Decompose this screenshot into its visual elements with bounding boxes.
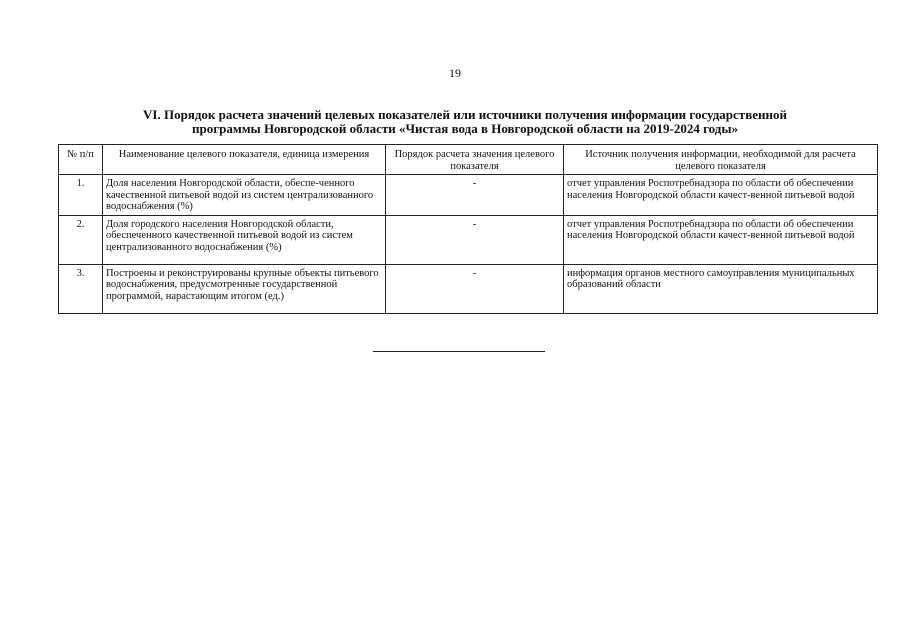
indicators-table bbox=[58, 144, 878, 314]
information-source: отчет управления Роспотребнадзора по области об обеспечении населения Новгородской области качест-венной питьевой водой bbox=[564, 215, 878, 264]
row-number: 3. bbox=[59, 264, 103, 313]
information-source: отчет управления Роспотребнадзора по области об обеспечении населения Новгородской области качест-венной питьевой водой bbox=[564, 175, 878, 216]
header-calculation-method: Порядок расчета значения целевого показателя bbox=[386, 145, 564, 175]
row-number: 1. bbox=[59, 175, 103, 216]
header-number: № п/п bbox=[59, 145, 103, 175]
calculation-method: - bbox=[386, 175, 564, 216]
page-number: 19 bbox=[449, 66, 461, 80]
information-source: информация органов местного самоуправления муниципальных образований области bbox=[564, 264, 878, 313]
section-heading bbox=[100, 108, 830, 136]
indicator-name: Доля городского населения Новгородской области, обеспеченного качественной питьевой водой из систем централизованного водоснабжения (%) bbox=[103, 215, 386, 264]
header-indicator-name: Наименование целевого показателя, единица измерения bbox=[103, 145, 386, 175]
table-header-row bbox=[59, 145, 878, 175]
table-row bbox=[59, 264, 878, 313]
indicator-name: Доля населения Новгородской области, обеспе-ченного качественной питьевой водой из систем централизованного водоснабжения (%) bbox=[103, 175, 386, 216]
table-row bbox=[59, 175, 878, 216]
closing-rule bbox=[373, 351, 545, 352]
section-heading-line-2: программы Новгородской области «Чистая вода в Новгородской области на 2019-2024 годы» bbox=[191, 121, 739, 136]
row-number: 2. bbox=[59, 215, 103, 264]
header-information-source: Источник получения информации, необходимой для расчета целевого показателя bbox=[564, 145, 878, 175]
table-row bbox=[59, 215, 878, 264]
calculation-method: - bbox=[386, 264, 564, 313]
section-heading-line-1: VI. Порядок расчета значений целевых показателей или источники получения информации государственной bbox=[143, 107, 787, 122]
calculation-method: - bbox=[386, 215, 564, 264]
indicator-name: Построены и реконструированы крупные объекты питьевого водоснабжения, предусмотренные государственной программой, нарастающим итогом (ед.) bbox=[103, 264, 386, 313]
